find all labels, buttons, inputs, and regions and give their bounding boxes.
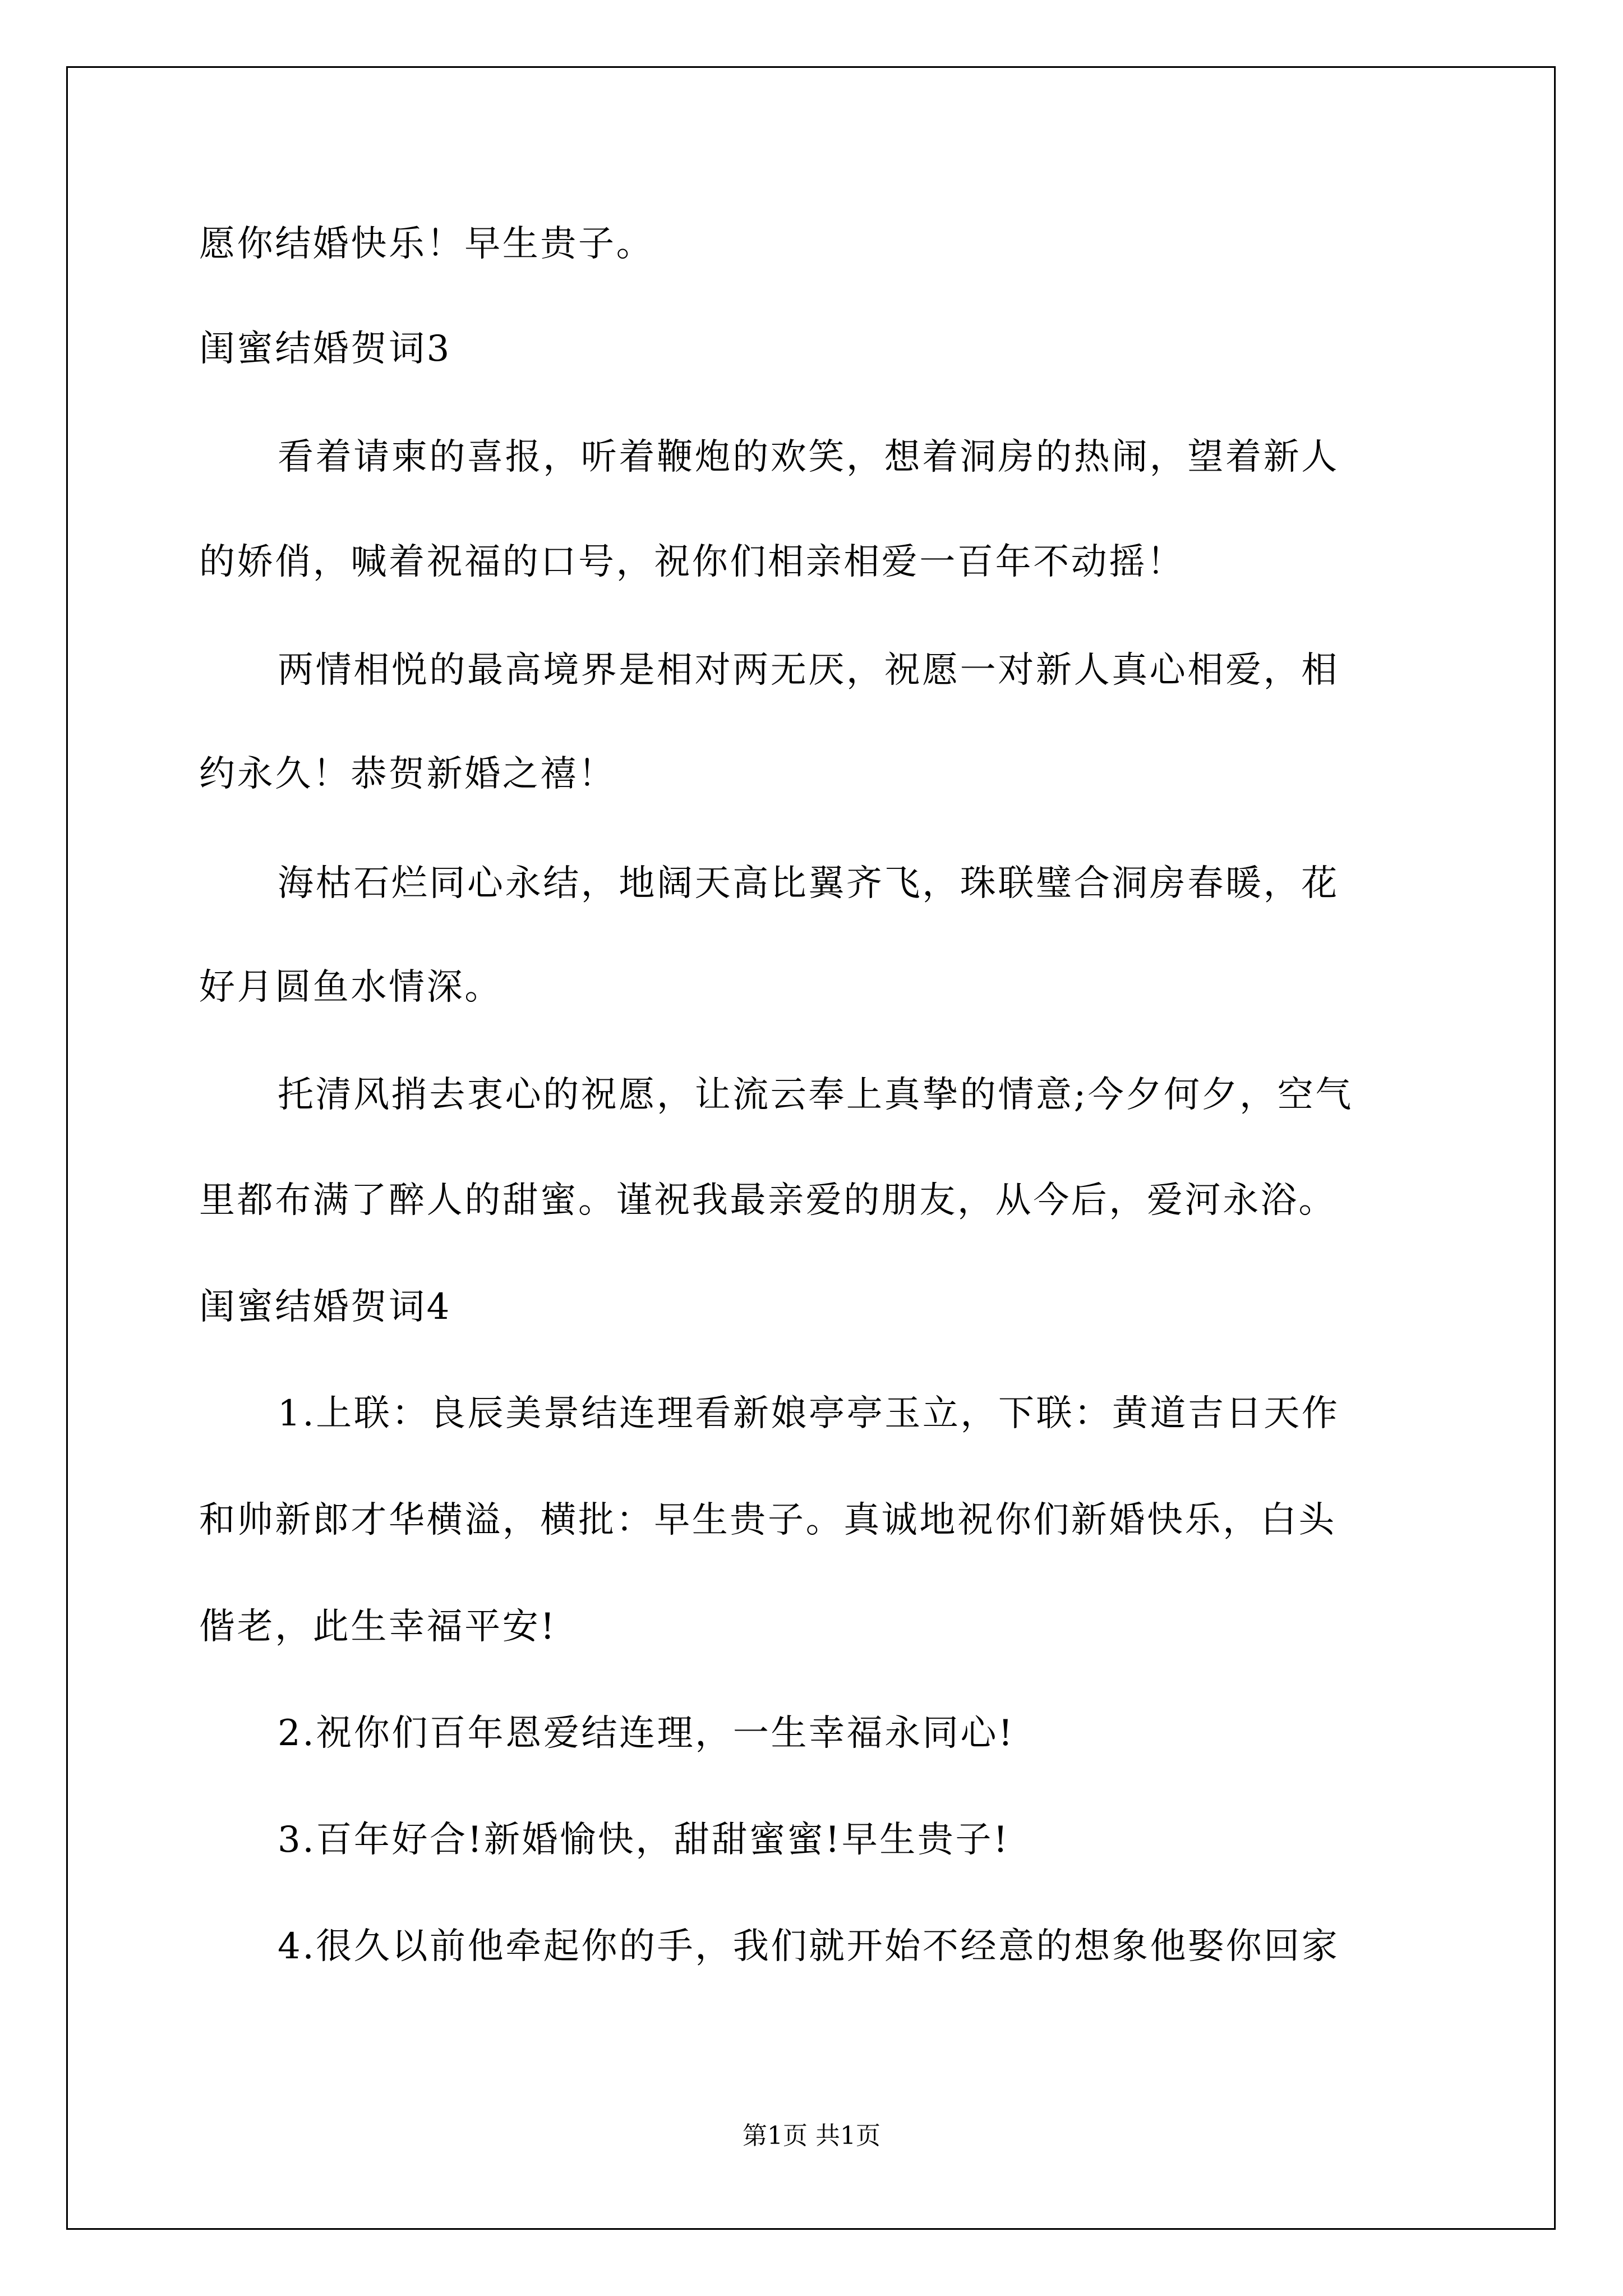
- section-heading: 闺蜜结婚贺词4: [199, 1286, 451, 1328]
- paragraph-line: 托清风捎去衷心的祝愿，让流云奉上真挚的情意;今夕何夕，空气: [278, 1074, 1353, 1116]
- paragraph-line: 约永久！恭贺新婚之禧！: [199, 753, 616, 795]
- paragraph-line: 两情相悦的最高境界是相对两无厌，祝愿一对新人真心相爱，相: [278, 650, 1339, 691]
- paragraph-line: 1.上联：良辰美景结连理看新娘亭亭玉立，下联：黄道吉日天作: [278, 1393, 1340, 1434]
- section-heading: 闺蜜结婚贺词3: [199, 328, 451, 370]
- paragraph-line: 好月圆鱼水情深。: [199, 967, 502, 1008]
- paragraph-line: 里都布满了醉人的甜蜜。谨祝我最亲爱的朋友，从今后，爱河永浴。: [199, 1180, 1336, 1221]
- paragraph-line: 3.百年好合!新婚愉快，甜甜蜜蜜!早生贵子!: [278, 1819, 1010, 1861]
- paragraph-line: 愿你结婚快乐！早生贵子。: [199, 223, 654, 265]
- page-number-footer: 第1页 共1页: [743, 2122, 880, 2150]
- paragraph-line: 看着请柬的喜报，听着鞭炮的欢笑，想着洞房的热闹，望着新人: [278, 436, 1339, 478]
- paragraph-line: 偕老，此生幸福平安!: [199, 1606, 557, 1648]
- page-border: [66, 66, 1556, 2230]
- paragraph-line: 4.很久以前他牵起你的手，我们就开始不经意的想象他娶你回家: [278, 1926, 1340, 1967]
- paragraph-line: 海枯石烂同心永结，地阔天高比翼齐飞，珠联璧合洞房春暖，花: [278, 863, 1339, 904]
- paragraph-line: 2.祝你们百年恩爱结连理，一生幸福永同心!: [278, 1713, 1015, 1754]
- paragraph-line: 和帅新郎才华横溢，横批：早生贵子。真诚地祝你们新婚快乐，白头: [199, 1499, 1336, 1541]
- paragraph-line: 的娇俏，喊着祝福的口号，祝你们相亲相爱一百年不动摇！: [199, 541, 1185, 583]
